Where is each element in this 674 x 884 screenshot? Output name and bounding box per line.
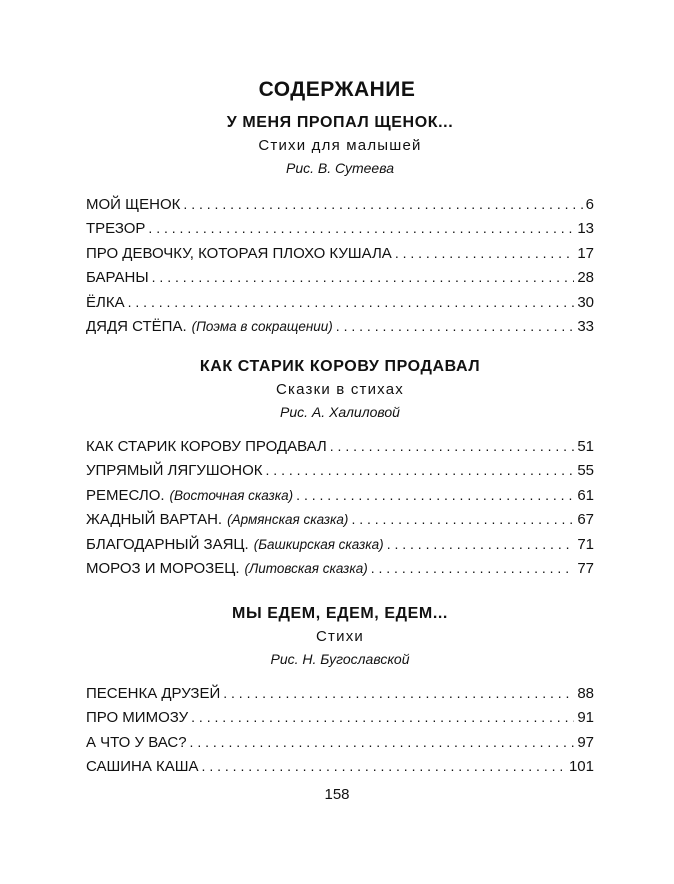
entry-title: ПЕСЕНКА ДРУЗЕЙ — [86, 685, 221, 702]
dot-leader — [351, 507, 574, 531]
page-number: 158 — [324, 786, 350, 803]
entry-note: (Литовская сказка) — [244, 560, 368, 576]
section-illustrator: Рис. В. Сутеева — [286, 160, 394, 176]
toc-entry-list — [86, 681, 594, 779]
entry-title: МОРОЗ И МОРОЗЕЦ. — [86, 559, 240, 577]
entry-note: (Армянская сказка) — [227, 512, 349, 528]
dot-leader — [183, 192, 582, 216]
dot-leader — [191, 705, 574, 729]
dot-leader — [266, 458, 575, 482]
toc-entry[interactable] — [86, 241, 594, 265]
section-title: МЫ ЕДЕМ, ЕДЕМ, ЕДЕМ... — [232, 605, 448, 622]
entry-title: ЁЛКА — [86, 293, 125, 311]
entry-page: 97 — [577, 733, 594, 751]
section-subtitle: Сказки в стихах — [276, 381, 404, 398]
dot-leader — [371, 556, 575, 580]
dot-leader — [202, 754, 566, 778]
entry-title: САШИНА КАША — [86, 758, 199, 776]
toc-entry[interactable] — [86, 532, 594, 556]
dot-leader — [148, 216, 574, 240]
entry-page: 67 — [577, 511, 594, 529]
toc-entry[interactable] — [86, 458, 594, 482]
entry-note: (Восточная сказка) — [169, 487, 294, 503]
entry-title: МОЙ ЩЕНОК — [86, 196, 181, 213]
toc-entry[interactable] — [86, 192, 594, 216]
entry-page: 30 — [577, 293, 594, 311]
section-subtitle: Стихи — [316, 628, 364, 645]
entry-title: КАК СТАРИК КОРОВУ ПРОДАВАЛ — [86, 438, 327, 455]
entry-page: 61 — [577, 486, 594, 504]
toc-entry[interactable] — [86, 507, 594, 531]
entry-page: 33 — [577, 317, 594, 335]
entry-page: 55 — [577, 462, 594, 480]
section-illustrator: Рис. А. Халиловой — [280, 404, 400, 420]
toc-entry[interactable] — [86, 216, 594, 240]
toc-entry[interactable] — [86, 754, 594, 778]
entry-note: (Поэма в сокращении) — [191, 318, 333, 334]
entry-title: ЖАДНЫЙ ВАРТАН. — [86, 511, 223, 529]
entry-title: БЛАГОДАРНЫЙ ЗАЯЦ. — [86, 535, 249, 553]
toc-entry[interactable] — [86, 434, 594, 458]
entry-title: А ЧТО У ВАС? — [86, 733, 187, 751]
entry-page: 17 — [577, 244, 594, 262]
toc-section-1 — [86, 112, 594, 338]
entry-title: ПРО МИМОЗУ — [86, 709, 189, 727]
toc-entry[interactable] — [86, 483, 594, 507]
toc-section-2 — [86, 356, 594, 580]
section-illustrator: Рис. Н. Бугославской — [270, 651, 410, 667]
toc-entry[interactable] — [86, 730, 594, 754]
toc-entry[interactable] — [86, 290, 594, 314]
dot-leader — [296, 483, 574, 507]
entry-page: 71 — [577, 535, 594, 553]
section-title: КАК СТАРИК КОРОВУ ПРОДАВАЛ — [199, 358, 481, 375]
toc-entry[interactable] — [86, 681, 594, 705]
toc-entry-list — [86, 434, 594, 580]
dot-leader — [223, 681, 574, 705]
entry-page: 51 — [577, 438, 594, 455]
page-title: СОДЕРЖАНИЕ — [258, 78, 416, 101]
entry-page: 101 — [568, 758, 594, 776]
toc-section-3 — [86, 603, 594, 779]
entry-page: 28 — [577, 269, 594, 287]
entry-title: ДЯДЯ СТЁПА. — [86, 317, 187, 335]
entry-page: 77 — [577, 559, 594, 577]
entry-page: 88 — [577, 685, 594, 702]
dot-leader — [152, 265, 575, 289]
entry-title: УПРЯМЫЙ ЛЯГУШОНОК — [86, 462, 263, 480]
toc-entry[interactable] — [86, 556, 594, 580]
dot-leader — [395, 241, 575, 265]
entry-title: ПРО ДЕВОЧКУ, КОТОРАЯ ПЛОХО КУШАЛА — [86, 244, 392, 262]
dot-leader — [128, 290, 575, 314]
entry-title: ТРЕЗОР — [86, 220, 146, 238]
entry-title: РЕМЕСЛО. — [86, 486, 165, 504]
entry-title: БАРАНЫ — [86, 269, 149, 287]
toc-entry[interactable] — [86, 705, 594, 729]
entry-page: 6 — [585, 196, 594, 213]
dot-leader — [387, 532, 575, 556]
toc-entry-list — [86, 192, 594, 338]
dot-leader — [330, 434, 575, 458]
entry-page: 13 — [577, 220, 594, 238]
toc-entry[interactable] — [86, 314, 594, 338]
entry-page: 91 — [577, 709, 594, 727]
toc-entry[interactable] — [86, 265, 594, 289]
section-subtitle: Стихи для малышей — [258, 137, 422, 154]
dot-leader — [190, 730, 575, 754]
section-title: У МЕНЯ ПРОПАЛ ЩЕНОК... — [226, 114, 454, 131]
dot-leader — [336, 314, 575, 338]
entry-note: (Башкирская сказка) — [253, 536, 384, 552]
